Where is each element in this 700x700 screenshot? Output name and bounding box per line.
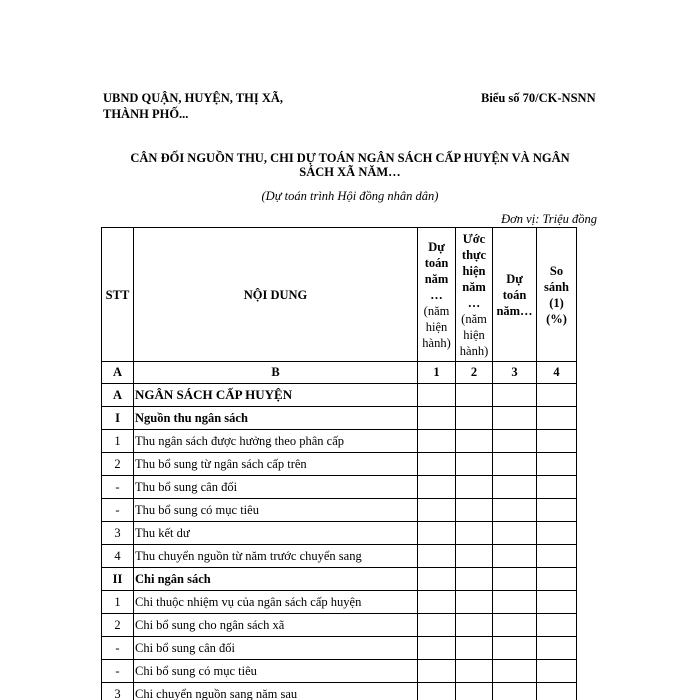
table-row (102, 453, 577, 476)
value-cell-col-2 (456, 453, 493, 476)
row-content: Thu bổ sung cân đối (134, 476, 418, 499)
value-cell-col-2 (456, 568, 493, 591)
table-row (102, 384, 577, 407)
table-row (102, 522, 577, 545)
value-cell-col-1 (418, 568, 456, 591)
header-col-1-note: (năm hiện hành) (422, 303, 451, 350)
table-row (102, 407, 577, 430)
value-cell-col-2 (456, 476, 493, 499)
table-header-row (102, 228, 577, 362)
table-row (102, 591, 577, 614)
value-cell-col-1 (418, 545, 456, 568)
unit-label: Đơn vị: Triệu đồng (501, 212, 597, 226)
table-row (102, 545, 577, 568)
value-cell-col-1 (418, 683, 456, 700)
value-cell-col-3 (493, 453, 537, 476)
row-stt: - (102, 499, 134, 522)
value-cell-col-4 (537, 522, 577, 545)
value-cell-col-4 (537, 568, 577, 591)
value-cell-col-1 (418, 476, 456, 499)
row-content: Chi bổ sung có mục tiêu (134, 660, 418, 683)
value-cell-col-4 (537, 499, 577, 522)
value-cell-col-3 (493, 568, 537, 591)
value-cell-col-4 (537, 476, 577, 499)
row-stt: 3 (102, 522, 134, 545)
value-cell-col-3 (493, 660, 537, 683)
header-col-3: Dự toán năm… (493, 228, 537, 362)
row-stt: 1 (102, 430, 134, 453)
value-cell-col-1 (418, 430, 456, 453)
row-content: Thu ngân sách được hưởng theo phân cấp (134, 430, 418, 453)
value-cell-col-2 (456, 522, 493, 545)
form-code: Biểu số 70/CK-NSNN (481, 91, 596, 105)
column-letter-row (102, 362, 577, 384)
value-cell-col-3 (493, 384, 537, 407)
value-cell-col-3 (493, 637, 537, 660)
row-content: Thu bổ sung có mục tiêu (134, 499, 418, 522)
value-cell-col-4 (537, 683, 577, 700)
row-content: Chi bổ sung cân đối (134, 637, 418, 660)
row-stt: II (102, 568, 134, 591)
row-stt: A (102, 384, 134, 407)
column-letter: A (102, 362, 134, 384)
value-cell-col-4 (537, 453, 577, 476)
value-cell-col-3 (493, 430, 537, 453)
table-row (102, 614, 577, 637)
title-line-2: SÁCH XÃ NĂM… (299, 165, 401, 179)
header-col-1 (418, 228, 456, 362)
row-stt: 1 (102, 591, 134, 614)
column-letter: B (134, 362, 418, 384)
value-cell-col-2 (456, 499, 493, 522)
value-cell-col-2 (456, 430, 493, 453)
row-content: Chi chuyển nguồn sang năm sau (134, 683, 418, 700)
value-cell-col-4 (537, 614, 577, 637)
row-content: Chi bổ sung cho ngân sách xã (134, 614, 418, 637)
value-cell-col-1 (418, 499, 456, 522)
document-subtitle: (Dự toán trình Hội đồng nhân dân) (261, 189, 439, 203)
value-cell-col-2 (456, 637, 493, 660)
value-cell-col-2 (456, 614, 493, 637)
header-col-2-note: (năm hiện hành) (459, 311, 489, 358)
header-col-1-title: Dự toán năm … (424, 239, 449, 302)
header-col-4: So sánh (1) (%) (537, 228, 577, 362)
value-cell-col-4 (537, 660, 577, 683)
value-cell-col-1 (418, 522, 456, 545)
row-content: Nguồn thu ngân sách (134, 407, 418, 430)
value-cell-col-4 (537, 407, 577, 430)
column-letter: 2 (456, 362, 493, 384)
column-letter: 3 (493, 362, 537, 384)
authority-line-1: UBND QUẬN, HUYỆN, THỊ XÃ, (103, 91, 283, 105)
value-cell-col-4 (537, 430, 577, 453)
value-cell-col-2 (456, 384, 493, 407)
value-cell-col-1 (418, 637, 456, 660)
row-stt: - (102, 660, 134, 683)
value-cell-col-4 (537, 384, 577, 407)
value-cell-col-1 (418, 453, 456, 476)
value-cell-col-2 (456, 683, 493, 700)
row-stt: 4 (102, 545, 134, 568)
row-stt: I (102, 407, 134, 430)
column-letter: 4 (537, 362, 577, 384)
value-cell-col-4 (537, 545, 577, 568)
row-content: Thu bổ sung từ ngân sách cấp trên (134, 453, 418, 476)
table-row (102, 476, 577, 499)
value-cell-col-2 (456, 660, 493, 683)
value-cell-col-3 (493, 499, 537, 522)
value-cell-col-1 (418, 660, 456, 683)
column-letter: 1 (418, 362, 456, 384)
value-cell-col-3 (493, 407, 537, 430)
value-cell-col-3 (493, 683, 537, 700)
value-cell-col-1 (418, 614, 456, 637)
issuing-authority (103, 90, 283, 122)
value-cell-col-2 (456, 591, 493, 614)
authority-line-2: THÀNH PHỐ... (103, 107, 189, 121)
value-cell-col-2 (456, 545, 493, 568)
table-row (102, 660, 577, 683)
table-row (102, 683, 577, 700)
row-content: NGÂN SÁCH CẤP HUYỆN (134, 384, 418, 407)
value-cell-col-2 (456, 407, 493, 430)
row-stt: 2 (102, 453, 134, 476)
value-cell-col-1 (418, 591, 456, 614)
value-cell-col-3 (493, 476, 537, 499)
header-stt: STT (102, 228, 134, 362)
table-row (102, 430, 577, 453)
value-cell-col-4 (537, 591, 577, 614)
document-title (100, 151, 600, 179)
row-content: Thu chuyển nguồn từ năm trước chuyển sang (134, 545, 418, 568)
table-row (102, 499, 577, 522)
value-cell-col-3 (493, 614, 537, 637)
row-stt: - (102, 637, 134, 660)
value-cell-col-3 (493, 545, 537, 568)
value-cell-col-4 (537, 637, 577, 660)
header-content: NỘI DUNG (134, 228, 418, 362)
value-cell-col-3 (493, 591, 537, 614)
title-line-1: CÂN ĐỐI NGUỒN THU, CHI DỰ TOÁN NGÂN SÁCH CẤP HUYỆN VÀ NGÂN (130, 151, 570, 165)
value-cell-col-1 (418, 407, 456, 430)
value-cell-col-1 (418, 384, 456, 407)
header-col-2 (456, 228, 493, 362)
table-row (102, 568, 577, 591)
row-content: Thu kết dư (134, 522, 418, 545)
budget-table (101, 227, 577, 700)
row-stt: - (102, 476, 134, 499)
row-stt: 2 (102, 614, 134, 637)
row-stt: 3 (102, 683, 134, 700)
value-cell-col-3 (493, 522, 537, 545)
row-content: Chi thuộc nhiệm vụ của ngân sách cấp huyện (134, 591, 418, 614)
row-content: Chi ngân sách (134, 568, 418, 591)
header-col-2-title: Ước thực hiện năm … (461, 231, 487, 310)
table-row (102, 637, 577, 660)
table-body (102, 384, 577, 700)
